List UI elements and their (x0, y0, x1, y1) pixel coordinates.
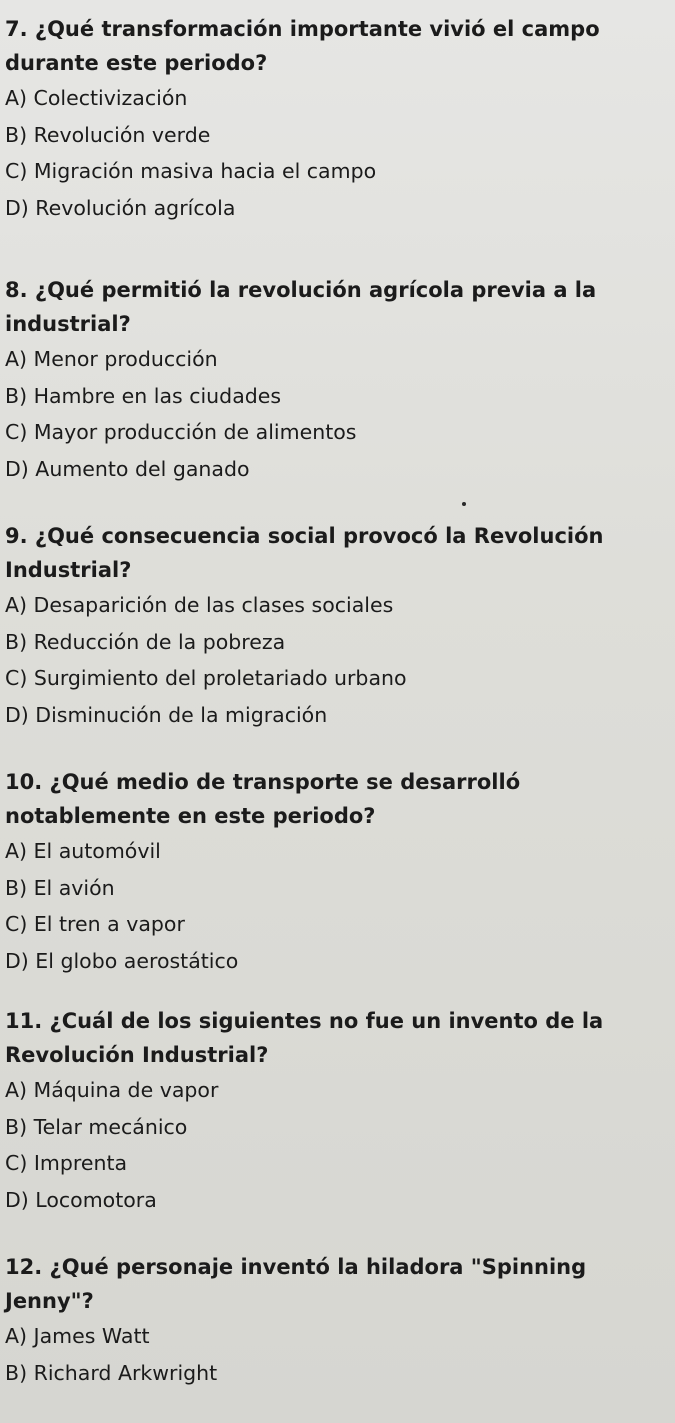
option-c: C) El tren a vapor (5, 912, 185, 936)
question-9 (5, 519, 665, 733)
option-a: A) Colectivización (5, 86, 188, 110)
option-c: C) Migración masiva hacia el campo (5, 159, 377, 183)
question-title: 10. ¿Qué medio de transporte se desarrolló notablemente en este periodo? (5, 770, 521, 828)
option-a: A) Desaparición de las clases sociales (5, 593, 394, 617)
option-d: D) El globo aerostático (5, 948, 239, 973)
option-c: C) Surgimiento del proletariado urbano (5, 666, 407, 690)
option-d: D) Locomotora (5, 1187, 157, 1212)
question-title: 8. ¿Qué permitió la revolución agrícola previa a la industrial? (5, 278, 597, 336)
option-b: B) Revolución verde (5, 122, 211, 147)
option-b: B) Telar mecánico (5, 1114, 188, 1139)
question-title: 11. ¿Cuál de los siguientes no fue un invento de la Revolución Industrial? (5, 1009, 604, 1067)
option-a: A) Máquina de vapor (5, 1078, 219, 1102)
question-10 (5, 765, 665, 979)
option-a: A) El automóvil (5, 839, 161, 863)
question-11 (5, 1004, 665, 1218)
option-c: C) Mayor producción de alimentos (5, 420, 357, 444)
question-title: 9. ¿Qué consecuencia social provocó la Revolución Industrial? (5, 524, 604, 582)
question-7 (5, 12, 665, 226)
question-8 (5, 273, 665, 487)
option-c: C) Imprenta (5, 1151, 128, 1175)
option-a: A) James Watt (5, 1324, 150, 1348)
ink-dot (462, 502, 466, 506)
question-title: 12. ¿Qué personaje inventó la hiladora "Spinning Jenny"? (5, 1255, 587, 1313)
option-d: D) Aumento del ganado (5, 456, 250, 481)
option-a: A) Menor producción (5, 347, 218, 371)
option-b: B) El avión (5, 875, 115, 900)
question-12 (5, 1250, 665, 1391)
question-title: 7. ¿Qué transformación importante vivió el campo durante este periodo? (5, 17, 600, 75)
option-d: D) Revolución agrícola (5, 195, 236, 220)
option-d: D) Disminución de la migración (5, 702, 328, 727)
option-b: B) Richard Arkwright (5, 1360, 218, 1385)
option-b: B) Reducción de la pobreza (5, 629, 286, 654)
option-b: B) Hambre en las ciudades (5, 383, 282, 408)
